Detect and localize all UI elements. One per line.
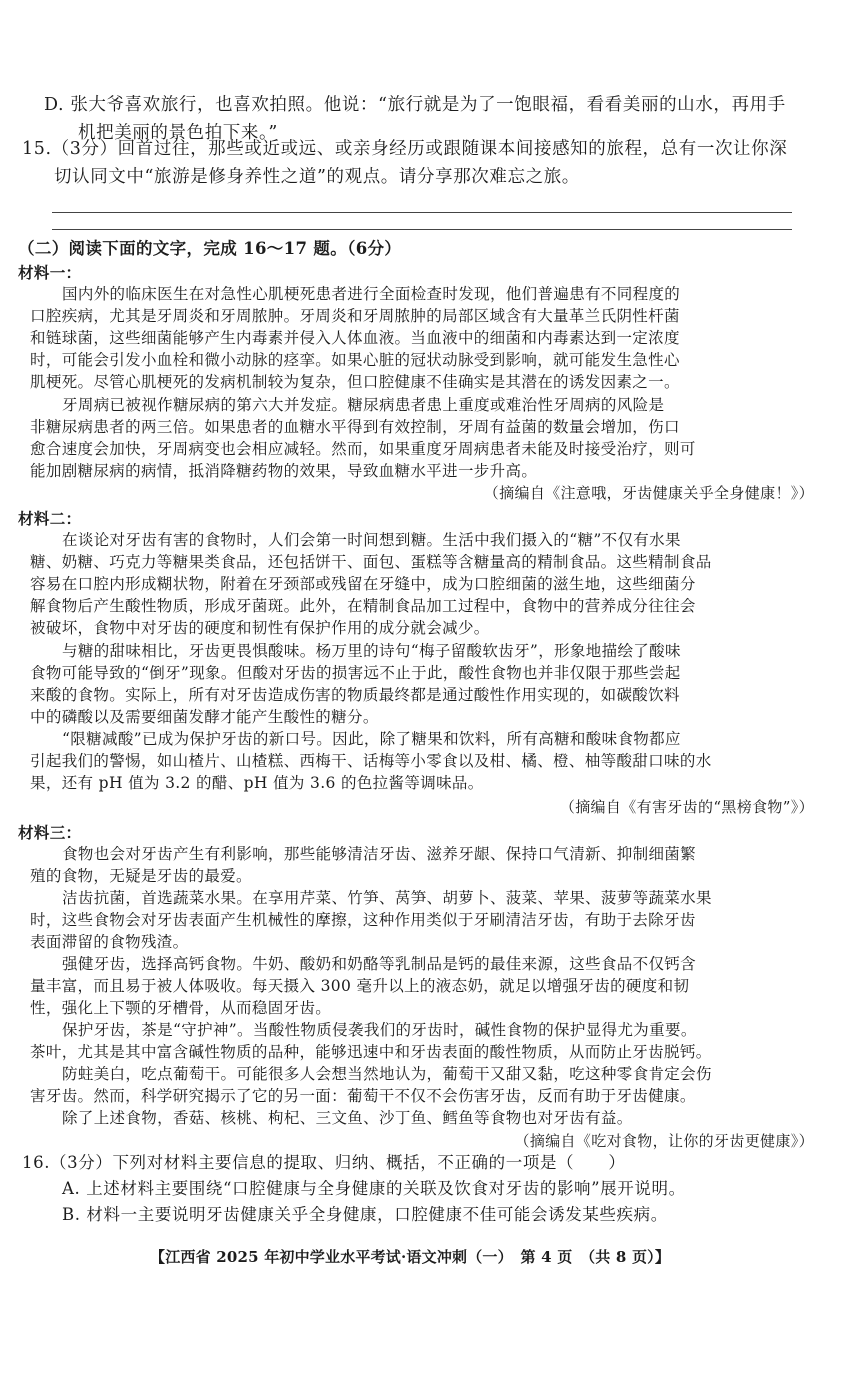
paragraph-line: 与糖的甜味相比，牙齿更畏惧酸味。杨万里的诗句“梅子留酸软齿牙”，形象地描绘了酸味 bbox=[62, 642, 681, 660]
material1-source: （摘编自《注意哦，牙齿健康关乎全身健康！》） bbox=[483, 484, 814, 502]
paragraph-line: 量丰富，而且易于被人体吸收。每天摄入 300 毫升以上的液态奶，就足以增强牙齿的硬度和韧 bbox=[30, 977, 690, 995]
paragraph-line: 口腔疾病，尤其是牙周炎和牙周脓肿。牙周炎和牙周脓肿的局部区域含有大量革兰氏阴性杆菌 bbox=[30, 307, 680, 325]
material2-label: 材料二： bbox=[18, 509, 82, 528]
paragraph-line: “限糖减酸”已成为保护牙齿的新口号。因此，除了糖果和饮料，所有高糖和酸味食物都应 bbox=[62, 730, 681, 748]
paragraph-line: 保护牙齿，茶是“守护神”。当酸性物质侵袭我们的牙齿时，碱性食物的保护显得尤为重要。 bbox=[62, 1021, 697, 1039]
paragraph-line: 时，这些食物会对牙齿表面产生机械性的摩擦，这种作用类似于牙刷清洁牙齿，有助于去除牙齿 bbox=[30, 911, 696, 929]
paragraph-line: 食物可能导致的“倒牙”现象。但酸对牙齿的损害远不止于此，酸性食物也并非仅限于那些尝起 bbox=[30, 664, 681, 682]
q16-option-b[interactable]: B. 材料一主要说明牙齿健康关乎全身健康，口腔健康不佳可能会诱发某些疾病。 bbox=[62, 1205, 668, 1224]
paragraph-line: 表面滞留的食物残渣。 bbox=[30, 933, 189, 951]
paragraph-line: 在谈论对牙齿有害的食物时，人们会第一时间想到糖。生活中我们摄入的“糖”不仅有水果 bbox=[62, 531, 681, 549]
section-heading: （二）阅读下面的文字，完成 16～17 题。（6分） bbox=[18, 239, 402, 258]
paragraph-line: 殖的食物，无疑是牙齿的最爱。 bbox=[30, 867, 252, 885]
paragraph-line: 性，强化上下颚的牙槽骨，从而稳固牙齿。 bbox=[30, 999, 332, 1017]
paragraph-line: 糖、奶糖、巧克力等糖果类食品，还包括饼干、面包、蛋糕等含糖量高的精制食品。这些精制食品 bbox=[30, 553, 712, 571]
answer-line[interactable] bbox=[52, 229, 792, 230]
paragraph-line: 能加剧糖尿病的病情，抵消降糖药物的效果，导致血糖水平进一步升高。 bbox=[30, 462, 538, 480]
material3-source: （摘编自《吃对食物，让你的牙齿更健康》） bbox=[514, 1132, 814, 1150]
paragraph-line: 解食物后产生酸性物质，形成牙菌斑。此外，在精制食品加工过程中，食物中的营养成分往往会 bbox=[30, 597, 696, 615]
q14-option-d-line2: 机把美丽的景色拍下来。” bbox=[78, 123, 278, 143]
paragraph-line: 容易在口腔内形成糊状物，附着在牙颈部或残留在牙缝中，成为口腔细菌的滋生地，这些细菌分 bbox=[30, 575, 696, 593]
paragraph-line: 茶叶，尤其是其中富含碱性物质的品种，能够迅速中和牙齿表面的酸性物质，从而防止牙齿脱钙。 bbox=[30, 1043, 712, 1061]
paragraph-line: 食物也会对牙齿产生有利影响，那些能够清洁牙齿、滋养牙龈、保持口气清新、抑制细菌繁 bbox=[62, 845, 697, 863]
q14-option-d-line1: D. 张大爷喜欢旅行，也喜欢拍照。他说：“旅行就是为了一饱眼福，看看美丽的山水，再用手 bbox=[44, 95, 786, 115]
paragraph-line: 肌梗死。尽管心肌梗死的发病机制较为复杂，但口腔健康不佳确实是其潜在的诱发因素之一。 bbox=[30, 373, 680, 391]
q15-question-line2: 切认同文中“旅游是修身养性之道”的观点。请分享那次难忘之旅。 bbox=[54, 167, 580, 187]
paragraph-line: 洁齿抗菌，首选蔬菜水果。在享用芹菜、竹笋、莴笋、胡萝卜、菠菜、苹果、菠萝等蔬菜水果 bbox=[62, 889, 712, 907]
paragraph-line: 牙周病已被视作糖尿病的第六大并发症。糖尿病患者患上重度或难治性牙周病的风险是 bbox=[62, 396, 665, 414]
paragraph-line: 来酸的食物。实际上，所有对牙齿造成伤害的物质最终都是通过酸性作用实现的，如碳酸饮料 bbox=[30, 686, 680, 704]
paragraph-line: 非糖尿病患者的两三倍。如果患者的血糖水平得到有效控制，牙周有益菌的数量会增加，伤口 bbox=[30, 418, 680, 436]
paragraph-line: 时，可能会引发小血栓和微小动脉的痉挛。如果心脏的冠状动脉受到影响，就可能发生急性心 bbox=[30, 351, 680, 369]
q16-stem: 16.（3分）下列对材料主要信息的提取、归纳、概括，不正确的一项是（ ） bbox=[22, 1153, 626, 1172]
paragraph-line: 除了上述食物，香菇、核桃、枸杞、三文鱼、沙丁鱼、鳕鱼等食物也对牙齿有益。 bbox=[62, 1109, 633, 1127]
paragraph-line: 害牙齿。然而，科学研究揭示了它的另一面：葡萄干不仅不会伤害牙齿，反而有助于牙齿健康。 bbox=[30, 1087, 696, 1105]
material2-source: （摘编自《有害牙齿的“黑榜食物”》） bbox=[559, 798, 814, 816]
paragraph-line: 引起我们的警惕，如山楂片、山楂糕、西梅干、话梅等小零食以及柑、橘、橙、柚等酸甜口味的水 bbox=[30, 752, 712, 770]
page-footer: 【江西省 2025 年初中学业水平考试·语文冲刺（一） 第 4 页 （共 8 页）】 bbox=[150, 1248, 671, 1266]
q16-option-a[interactable]: A. 上述材料主要围绕“口腔健康与全身健康的关联及饮食对牙齿的影响”展开说明。 bbox=[62, 1179, 686, 1198]
material3-label: 材料三： bbox=[18, 823, 82, 842]
paragraph-line: 中的磷酸以及需要细菌发酵才能产生酸性的糖分。 bbox=[30, 708, 379, 726]
paragraph-line: 被破坏，食物中对牙齿的硬度和韧性有保护作用的成分就会减少。 bbox=[30, 619, 490, 637]
paragraph-line: 和链球菌，这些细菌能够产生内毒素并侵入人体血液。当血液中的细菌和内毒素达到一定浓度 bbox=[30, 329, 680, 347]
answer-line[interactable] bbox=[52, 212, 792, 213]
paragraph-line: 防蛀美白，吃点葡萄干。可能很多人会想当然地认为，葡萄干又甜又黏，吃这种零食肯定会伤 bbox=[62, 1065, 712, 1083]
paragraph-line: 果，还有 pH 值为 3.2 的醋、pH 值为 3.6 的色拉酱等调味品。 bbox=[30, 774, 484, 792]
q15-question-line1: 15.（3分）回首过往，那些或近或远、或亲身经历或跟随课本间接感知的旅程，总有一次让你深 bbox=[22, 139, 788, 159]
paragraph-line: 国内外的临床医生在对急性心肌梗死患者进行全面检查时发现，他们普遍患有不同程度的 bbox=[62, 285, 681, 303]
material1-label: 材料一： bbox=[18, 263, 82, 282]
paragraph-line: 愈合速度会加快，牙周病变也会相应减轻。然而，如果重度牙周病患者未能及时接受治疗，则可 bbox=[30, 440, 696, 458]
paragraph-line: 强健牙齿，选择高钙食物。牛奶、酸奶和奶酪等乳制品是钙的最佳来源，这些食品不仅钙含 bbox=[62, 955, 697, 973]
